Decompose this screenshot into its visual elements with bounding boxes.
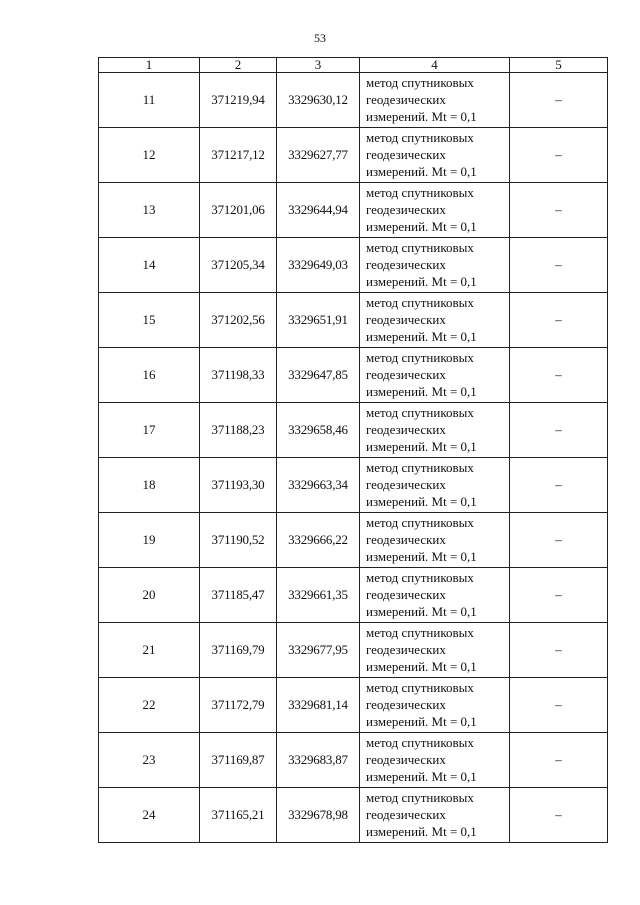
method-line: геодезических: [366, 642, 446, 657]
method-line: измерений. Mt = 0,1: [366, 769, 477, 784]
coordinate-y: 3329658,46: [277, 403, 360, 458]
coordinate-y: 3329681,14: [277, 678, 360, 733]
table-row: [99, 238, 608, 293]
method-line: геодезических: [366, 147, 446, 162]
method-description: [360, 458, 510, 513]
note-dash: –: [510, 183, 608, 238]
coordinate-x: 371190,52: [200, 513, 277, 568]
page-number: 53: [314, 31, 326, 45]
table-row: [99, 568, 608, 623]
method-line: геодезических: [366, 422, 446, 437]
method-line: метод спутниковых: [366, 735, 474, 750]
coordinate-y: 3329647,85: [277, 348, 360, 403]
table-row: [99, 513, 608, 568]
coordinate-y: 3329644,94: [277, 183, 360, 238]
method-line: метод спутниковых: [366, 350, 474, 365]
coordinate-x: 371188,23: [200, 403, 277, 458]
point-number: 18: [99, 458, 200, 513]
coordinate-y: 3329677,95: [277, 623, 360, 678]
method-line: измерений. Mt = 0,1: [366, 164, 477, 179]
coordinate-x: 371169,87: [200, 733, 277, 788]
table-row: [99, 623, 608, 678]
method-line: геодезических: [366, 752, 446, 767]
method-description: [360, 73, 510, 128]
method-line: измерений. Mt = 0,1: [366, 274, 477, 289]
method-line: метод спутниковых: [366, 405, 474, 420]
point-number: 16: [99, 348, 200, 403]
coordinate-y: 3329649,03: [277, 238, 360, 293]
method-line: геодезических: [366, 202, 446, 217]
method-line: измерений. Mt = 0,1: [366, 659, 477, 674]
coordinate-y: 3329661,35: [277, 568, 360, 623]
method-line: метод спутниковых: [366, 570, 474, 585]
method-line: метод спутниковых: [366, 130, 474, 145]
coordinate-x: 371193,30: [200, 458, 277, 513]
method-description: [360, 128, 510, 183]
table-row: [99, 403, 608, 458]
method-line: геодезических: [366, 367, 446, 382]
method-line: геодезических: [366, 532, 446, 547]
method-description: [360, 293, 510, 348]
coordinate-x: 371219,94: [200, 73, 277, 128]
point-number: 19: [99, 513, 200, 568]
column-header-4: 4: [360, 58, 510, 73]
note-dash: –: [510, 238, 608, 293]
method-line: измерений. Mt = 0,1: [366, 329, 477, 344]
method-line: метод спутниковых: [366, 460, 474, 475]
column-header-3: 3: [277, 58, 360, 73]
note-dash: –: [510, 348, 608, 403]
note-dash: –: [510, 513, 608, 568]
point-number: 14: [99, 238, 200, 293]
table-header-row: [99, 58, 608, 73]
coordinate-y: 3329663,34: [277, 458, 360, 513]
method-line: геодезических: [366, 312, 446, 327]
method-line: измерений. Mt = 0,1: [366, 384, 477, 399]
method-line: измерений. Mt = 0,1: [366, 714, 477, 729]
point-number: 22: [99, 678, 200, 733]
method-line: метод спутниковых: [366, 790, 474, 805]
table-row: [99, 293, 608, 348]
method-description: [360, 403, 510, 458]
column-header-5: 5: [510, 58, 608, 73]
coordinate-y: 3329678,98: [277, 788, 360, 843]
method-description: [360, 788, 510, 843]
method-line: метод спутниковых: [366, 515, 474, 530]
note-dash: –: [510, 403, 608, 458]
method-description: [360, 568, 510, 623]
table-row: [99, 788, 608, 843]
point-number: 21: [99, 623, 200, 678]
method-line: измерений. Mt = 0,1: [366, 109, 477, 124]
method-description: [360, 348, 510, 403]
note-dash: –: [510, 128, 608, 183]
column-header-2: 2: [200, 58, 277, 73]
method-line: измерений. Mt = 0,1: [366, 219, 477, 234]
coordinate-x: 371185,47: [200, 568, 277, 623]
method-line: геодезических: [366, 257, 446, 272]
method-description: [360, 678, 510, 733]
note-dash: –: [510, 788, 608, 843]
point-number: 17: [99, 403, 200, 458]
point-number: 11: [99, 73, 200, 128]
method-line: геодезических: [366, 587, 446, 602]
column-header-1: 1: [99, 58, 200, 73]
method-line: измерений. Mt = 0,1: [366, 439, 477, 454]
method-description: [360, 513, 510, 568]
coordinate-y: 3329666,22: [277, 513, 360, 568]
point-number: 12: [99, 128, 200, 183]
method-line: геодезических: [366, 807, 446, 822]
method-line: геодезических: [366, 92, 446, 107]
method-line: геодезических: [366, 477, 446, 492]
table-row: [99, 458, 608, 513]
coordinate-y: 3329683,87: [277, 733, 360, 788]
method-description: [360, 238, 510, 293]
table-row: [99, 183, 608, 238]
method-line: метод спутниковых: [366, 185, 474, 200]
coordinate-y: 3329630,12: [277, 73, 360, 128]
method-line: метод спутниковых: [366, 625, 474, 640]
method-line: измерений. Mt = 0,1: [366, 604, 477, 619]
point-number: 24: [99, 788, 200, 843]
method-line: метод спутниковых: [366, 75, 474, 90]
method-line: метод спутниковых: [366, 295, 474, 310]
note-dash: –: [510, 623, 608, 678]
method-line: измерений. Mt = 0,1: [366, 494, 477, 509]
coordinates-table: [98, 57, 608, 843]
note-dash: –: [510, 73, 608, 128]
point-number: 23: [99, 733, 200, 788]
coordinate-x: 371217,12: [200, 128, 277, 183]
method-description: [360, 183, 510, 238]
point-number: 15: [99, 293, 200, 348]
coordinate-x: 371201,06: [200, 183, 277, 238]
method-line: измерений. Mt = 0,1: [366, 824, 477, 839]
table-row: [99, 73, 608, 128]
method-line: геодезических: [366, 697, 446, 712]
method-description: [360, 623, 510, 678]
coordinate-y: 3329651,91: [277, 293, 360, 348]
note-dash: –: [510, 733, 608, 788]
method-line: измерений. Mt = 0,1: [366, 549, 477, 564]
note-dash: –: [510, 678, 608, 733]
note-dash: –: [510, 568, 608, 623]
table-row: [99, 733, 608, 788]
coordinate-x: 371169,79: [200, 623, 277, 678]
note-dash: –: [510, 293, 608, 348]
point-number: 13: [99, 183, 200, 238]
table-row: [99, 348, 608, 403]
method-line: метод спутниковых: [366, 240, 474, 255]
coordinate-x: 371198,33: [200, 348, 277, 403]
table-body: [99, 73, 608, 843]
table-row: [99, 128, 608, 183]
table-row: [99, 678, 608, 733]
coordinate-y: 3329627,77: [277, 128, 360, 183]
note-dash: –: [510, 458, 608, 513]
coordinate-x: 371205,34: [200, 238, 277, 293]
method-line: метод спутниковых: [366, 680, 474, 695]
coordinate-x: 371165,21: [200, 788, 277, 843]
point-number: 20: [99, 568, 200, 623]
method-description: [360, 733, 510, 788]
coordinate-x: 371202,56: [200, 293, 277, 348]
coordinate-x: 371172,79: [200, 678, 277, 733]
